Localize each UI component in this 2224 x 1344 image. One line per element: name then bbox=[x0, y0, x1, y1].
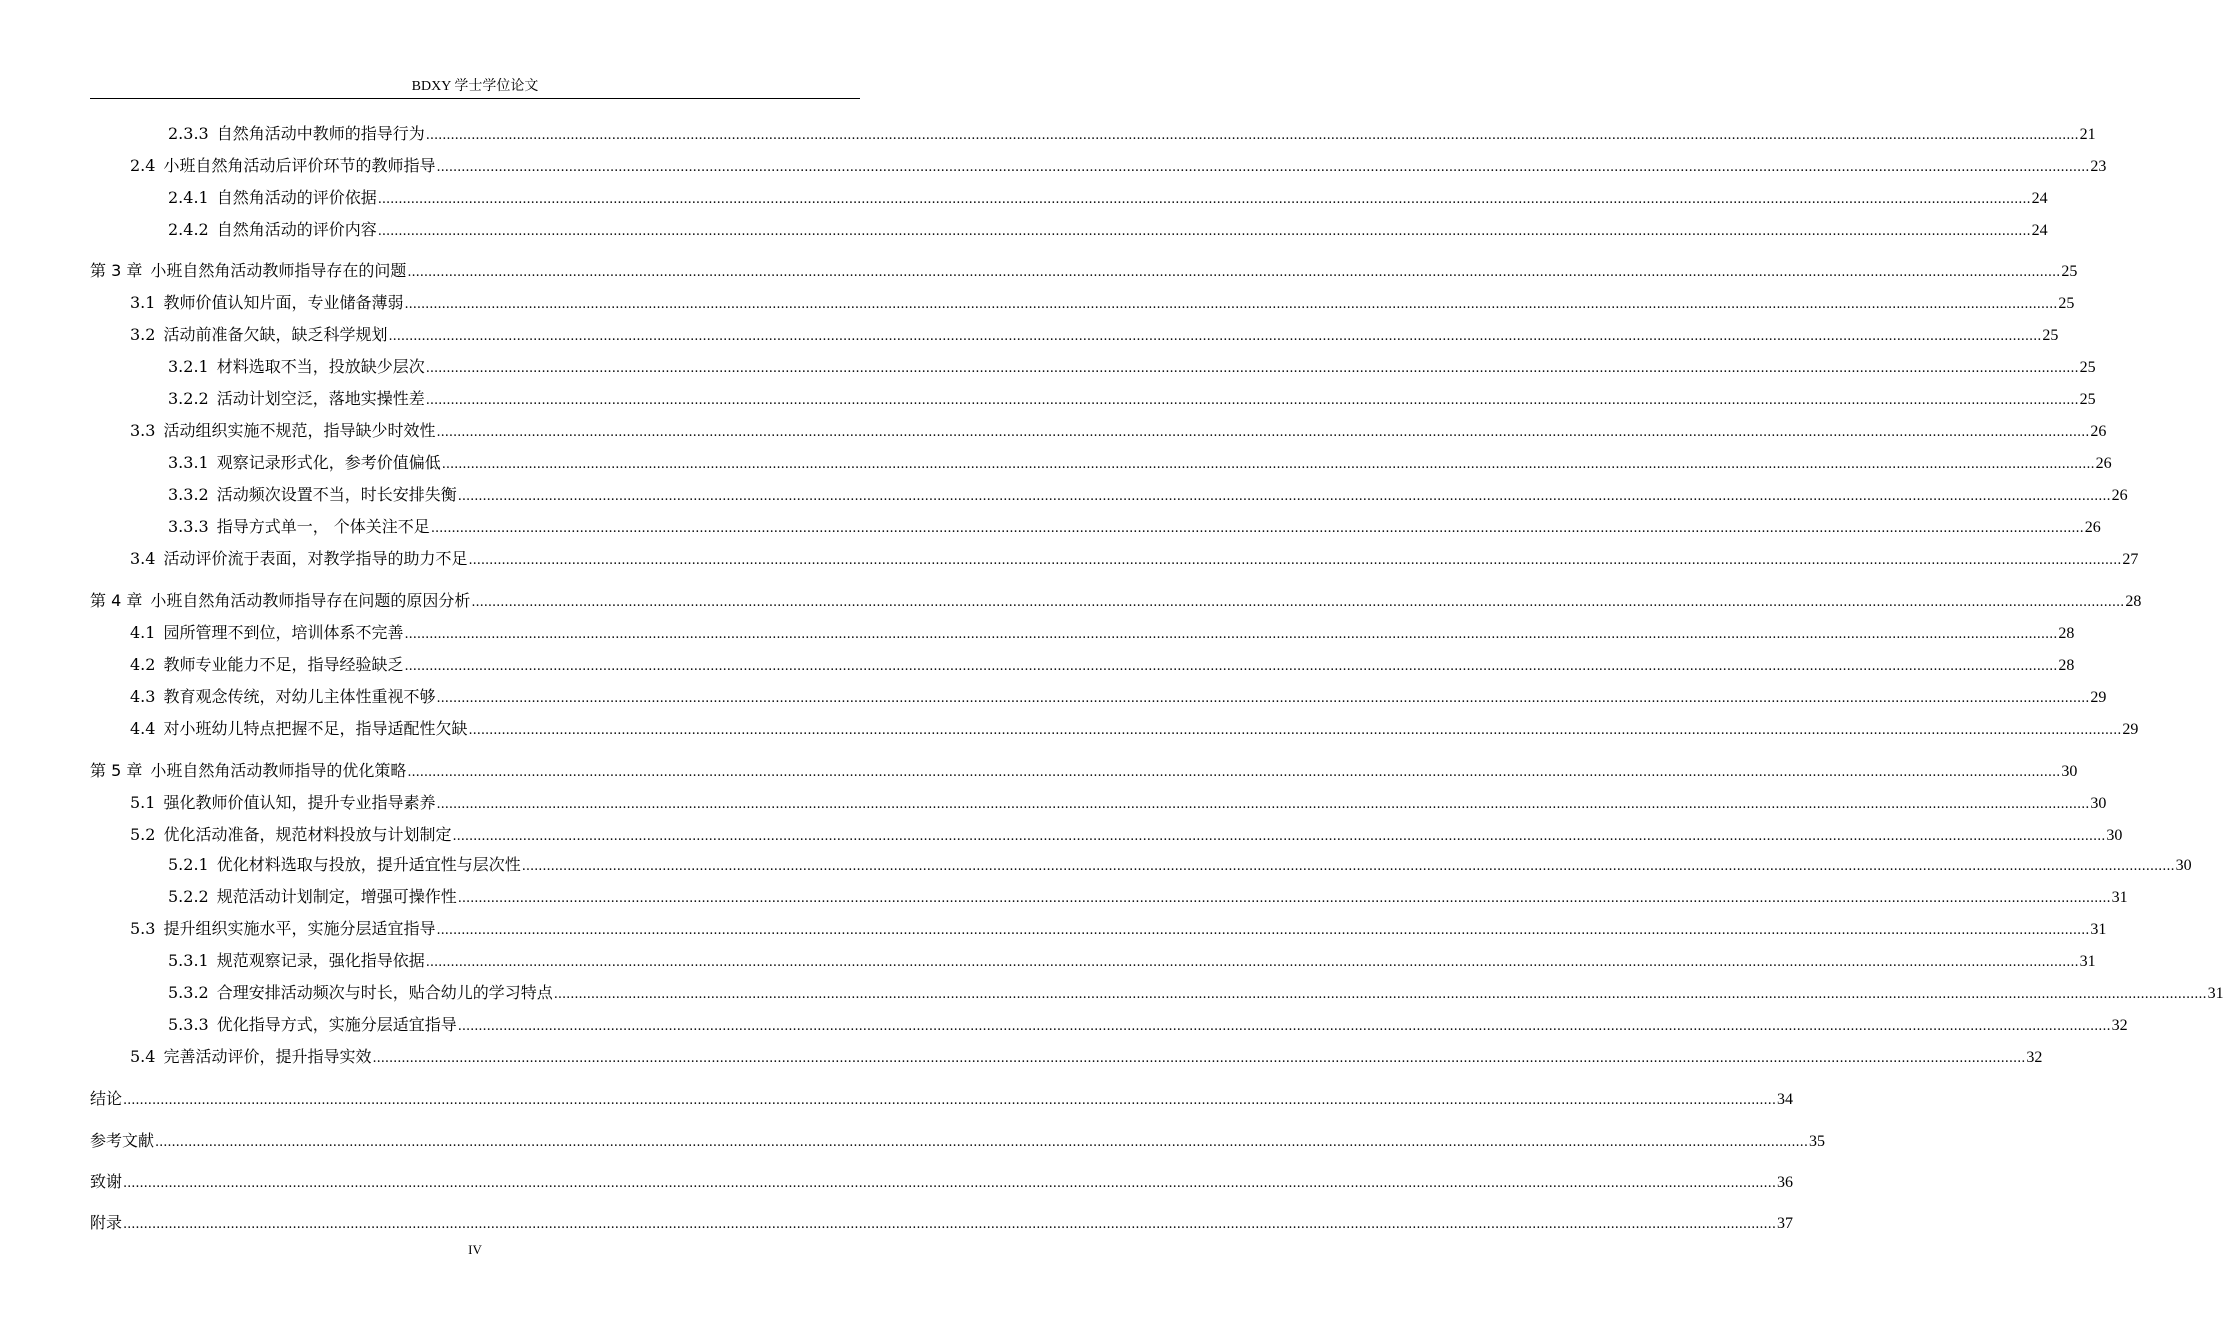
toc-entry-number: 5.3.3 bbox=[168, 1015, 209, 1034]
dot-leader: ................................................................................................................................................................................................................................................................................................................................................................................................................ bbox=[436, 691, 2090, 706]
toc-entry-number: 4.4 bbox=[130, 719, 156, 738]
dot-leader: ................................................................................................................................................................................................................................................................................................................................................................................................................ bbox=[430, 521, 2084, 536]
toc-section-entry[interactable] bbox=[0, 514, 2101, 540]
toc-entry-title: 自然角活动中教师的指导行为 bbox=[216, 124, 425, 143]
toc-entry-number: 第 3 章 bbox=[90, 261, 143, 280]
toc-section-entry[interactable] bbox=[0, 852, 2192, 878]
toc-entry-page: 30 bbox=[2090, 795, 2107, 812]
toc-section-entry[interactable] bbox=[0, 1044, 2043, 1070]
toc-entry-title: 自然角活动的评价依据 bbox=[216, 188, 377, 207]
toc-entry-number: 5.3.1 bbox=[168, 951, 209, 970]
dot-leader: ................................................................................................................................................................................................................................................................................................................................................................................................................ bbox=[452, 829, 2106, 844]
toc-entry-page: 35 bbox=[1808, 1133, 1825, 1150]
toc-entry-number: 3.3.2 bbox=[168, 485, 209, 504]
toc-section-entry[interactable] bbox=[0, 716, 2139, 742]
dot-leader: ................................................................................................................................................................................................................................................................................................................................................................................................................ bbox=[123, 1217, 1776, 1232]
toc-entry-title: 活动前准备欠缺，缺乏科学规划 bbox=[163, 325, 388, 344]
toc-entry-title: 完善活动评价，提升指导实效 bbox=[163, 1047, 372, 1066]
toc-entry-page: 26 bbox=[2095, 455, 2112, 472]
toc-back-matter-entry[interactable] bbox=[0, 1210, 1793, 1236]
toc-entry-page: 25 bbox=[2042, 327, 2059, 344]
toc-entry-title: 致谢 bbox=[90, 1172, 123, 1191]
toc-section-entry[interactable] bbox=[0, 916, 2107, 942]
dot-leader: ................................................................................................................................................................................................................................................................................................................................................................................................................ bbox=[457, 891, 2111, 906]
toc-entry-title: 自然角活动的评价内容 bbox=[216, 220, 377, 239]
toc-entry-title: 小班自然角活动教师指导存在问题的原因分析 bbox=[150, 591, 471, 610]
dot-leader: ................................................................................................................................................................................................................................................................................................................................................................................................................ bbox=[388, 329, 2042, 344]
toc-entry-page: 34 bbox=[1776, 1091, 1793, 1108]
toc-entry-number: 2.3.3 bbox=[168, 124, 209, 143]
toc-entry-title: 教师价值认知片面，专业储备薄弱 bbox=[163, 293, 404, 312]
toc-entry-number: 5.3.2 bbox=[168, 983, 209, 1002]
toc-entry-title: 观察记录形式化，参考价值偏低 bbox=[216, 453, 441, 472]
toc-back-matter-entry[interactable] bbox=[0, 1128, 1825, 1154]
toc-entry-page: 28 bbox=[2058, 625, 2075, 642]
toc-entry-page: 31 bbox=[2207, 985, 2224, 1002]
toc-entry-title: 规范观察记录，强化指导依据 bbox=[216, 951, 425, 970]
dot-leader: ................................................................................................................................................................................................................................................................................................................................................................................................................ bbox=[521, 859, 2175, 874]
dot-leader: ................................................................................................................................................................................................................................................................................................................................................................................................................ bbox=[436, 160, 2090, 175]
dot-leader: ................................................................................................................................................................................................................................................................................................................................................................................................................ bbox=[425, 128, 2079, 143]
toc-section-entry[interactable] bbox=[0, 217, 2048, 243]
toc-entry-number: 3.3.3 bbox=[168, 517, 209, 536]
toc-section-entry[interactable] bbox=[0, 290, 2075, 316]
toc-entry-number: 3.3 bbox=[130, 421, 156, 440]
dot-leader: ................................................................................................................................................................................................................................................................................................................................................................................................................ bbox=[457, 1019, 2111, 1034]
toc-entry-title: 小班自然角活动后评价环节的教师指导 bbox=[163, 156, 436, 175]
toc-section-entry[interactable] bbox=[0, 322, 2059, 348]
toc-entry-page: 31 bbox=[2090, 921, 2107, 938]
toc-entry-title: 小班自然角活动教师指导的优化策略 bbox=[150, 761, 407, 780]
toc-chapter-entry[interactable] bbox=[0, 258, 2078, 284]
toc-entry-number: 5.3 bbox=[130, 919, 156, 938]
running-header: BDXY 学士学位论文 bbox=[411, 79, 539, 94]
toc-entry-page: 36 bbox=[1776, 1174, 1793, 1191]
toc-entry-page: 32 bbox=[2026, 1049, 2043, 1066]
toc-entry-title: 园所管理不到位，培训体系不完善 bbox=[163, 623, 404, 642]
toc-entry-page: 28 bbox=[2125, 593, 2142, 610]
toc-entry-number: 5.2.1 bbox=[168, 855, 209, 874]
toc-entry-page: 27 bbox=[2122, 551, 2139, 568]
toc-entry-title: 优化材料选取与投放，提升适宜性与层次性 bbox=[216, 855, 521, 874]
dot-leader: ................................................................................................................................................................................................................................................................................................................................................................................................................ bbox=[441, 457, 2095, 472]
toc-back-matter-entry[interactable] bbox=[0, 1086, 1793, 1112]
dot-leader: ................................................................................................................................................................................................................................................................................................................................................................................................................ bbox=[436, 923, 2090, 938]
dot-leader: ................................................................................................................................................................................................................................................................................................................................................................................................................ bbox=[553, 987, 2207, 1002]
toc-section-entry[interactable] bbox=[0, 418, 2107, 444]
toc-section-entry[interactable] bbox=[0, 354, 2096, 380]
toc-entry-number: 3.2.2 bbox=[168, 389, 209, 408]
toc-section-entry[interactable] bbox=[0, 386, 2096, 412]
toc-entry-title: 小班自然角活动教师指导存在的问题 bbox=[150, 261, 407, 280]
dot-leader: ................................................................................................................................................................................................................................................................................................................................................................................................................ bbox=[425, 955, 2079, 970]
toc-section-entry[interactable] bbox=[0, 790, 2107, 816]
toc-entry-page: 25 bbox=[2058, 295, 2075, 312]
toc-section-entry[interactable] bbox=[0, 185, 2048, 211]
toc-entry-title: 教育观念传统，对幼儿主体性重视不够 bbox=[163, 687, 436, 706]
toc-entry-title: 活动组织实施不规范，指导缺少时效性 bbox=[163, 421, 436, 440]
toc-entry-number: 3.4 bbox=[130, 549, 156, 568]
page-number: IV bbox=[468, 1242, 482, 1257]
toc-entry-page: 30 bbox=[2106, 827, 2123, 844]
dot-leader: ................................................................................................................................................................................................................................................................................................................................................................................................................ bbox=[155, 1135, 1808, 1150]
toc-chapter-entry[interactable] bbox=[0, 588, 2142, 614]
dot-leader: ................................................................................................................................................................................................................................................................................................................................................................................................................ bbox=[377, 192, 2031, 207]
dot-leader: ................................................................................................................................................................................................................................................................................................................................................................................................................ bbox=[123, 1093, 1776, 1108]
toc-section-entry[interactable] bbox=[0, 884, 2128, 910]
dot-leader: ................................................................................................................................................................................................................................................................................................................................................................................................................ bbox=[377, 224, 2031, 239]
toc-section-entry[interactable] bbox=[0, 121, 2096, 147]
dot-leader: ................................................................................................................................................................................................................................................................................................................................................................................................................ bbox=[457, 489, 2111, 504]
toc-entry-number: 3.2 bbox=[130, 325, 156, 344]
toc-entry-number: 2.4 bbox=[130, 156, 156, 175]
dot-leader: ................................................................................................................................................................................................................................................................................................................................................................................................................ bbox=[425, 361, 2079, 376]
toc-entry-number: 3.1 bbox=[130, 293, 156, 312]
toc-entry-page: 26 bbox=[2084, 519, 2101, 536]
dot-leader: ................................................................................................................................................................................................................................................................................................................................................................................................................ bbox=[436, 797, 2090, 812]
toc-entry-page: 31 bbox=[2111, 889, 2128, 906]
dot-leader: ................................................................................................................................................................................................................................................................................................................................................................................................................ bbox=[468, 723, 2122, 738]
toc-entry-number: 2.4.2 bbox=[168, 220, 209, 239]
toc-section-entry[interactable] bbox=[0, 684, 2107, 710]
toc-section-entry[interactable] bbox=[0, 546, 2139, 572]
toc-entry-page: 29 bbox=[2090, 689, 2107, 706]
toc-section-entry[interactable] bbox=[0, 822, 2123, 848]
toc-entry-number: 3.3.1 bbox=[168, 453, 209, 472]
dot-leader: ................................................................................................................................................................................................................................................................................................................................................................................................................ bbox=[404, 627, 2058, 642]
dot-leader: ................................................................................................................................................................................................................................................................................................................................................................................................................ bbox=[123, 1176, 1776, 1191]
toc-entry-title: 合理安排活动频次与时长，贴合幼儿的学习特点 bbox=[216, 983, 553, 1002]
dot-leader: ................................................................................................................................................................................................................................................................................................................................................................................................................ bbox=[468, 553, 2122, 568]
toc-entry-number: 2.4.1 bbox=[168, 188, 209, 207]
dot-leader: ................................................................................................................................................................................................................................................................................................................................................................................................................ bbox=[404, 659, 2058, 674]
toc-section-entry[interactable] bbox=[0, 153, 2107, 179]
toc-entry-page: 23 bbox=[2090, 158, 2107, 175]
toc-entry-title: 优化指导方式，实施分层适宜指导 bbox=[216, 1015, 457, 1034]
toc-entry-number: 4.2 bbox=[130, 655, 156, 674]
toc-entry-title: 活动频次设置不当，时长安排失衡 bbox=[216, 485, 457, 504]
toc-entry-page: 26 bbox=[2111, 487, 2128, 504]
toc-section-entry[interactable] bbox=[0, 980, 2224, 1006]
toc-entry-page: 24 bbox=[2031, 222, 2048, 239]
toc-entry-number: 4.3 bbox=[130, 687, 156, 706]
toc-section-entry[interactable] bbox=[0, 652, 2075, 678]
toc-entry-page: 28 bbox=[2058, 657, 2075, 674]
dot-leader: ................................................................................................................................................................................................................................................................................................................................................................................................................ bbox=[471, 595, 2125, 610]
toc-entry-page: 25 bbox=[2061, 263, 2078, 280]
toc-section-entry[interactable] bbox=[0, 450, 2112, 476]
toc-entry-title: 强化教师价值认知，提升专业指导素养 bbox=[163, 793, 436, 812]
toc-entry-number: 第 4 章 bbox=[90, 591, 143, 610]
toc-entry-page: 30 bbox=[2175, 857, 2192, 874]
toc-entry-title: 参考文献 bbox=[90, 1131, 155, 1150]
dot-leader: ................................................................................................................................................................................................................................................................................................................................................................................................................ bbox=[404, 297, 2058, 312]
toc-entry-title: 附录 bbox=[90, 1213, 123, 1232]
toc-entry-number: 第 5 章 bbox=[90, 761, 143, 780]
toc-entry-number: 3.2.1 bbox=[168, 357, 209, 376]
toc-section-entry[interactable] bbox=[0, 482, 2128, 508]
toc-entry-page: 25 bbox=[2079, 359, 2096, 376]
toc-entry-title: 对小班幼儿特点把握不足，指导适配性欠缺 bbox=[163, 719, 468, 738]
toc-entry-number: 4.1 bbox=[130, 623, 156, 642]
toc-entry-page: 37 bbox=[1776, 1215, 1793, 1232]
toc-entry-title: 活动评价流于表面，对教学指导的助力不足 bbox=[163, 549, 468, 568]
dot-leader: ................................................................................................................................................................................................................................................................................................................................................................................................................ bbox=[407, 265, 2061, 280]
toc-entry-title: 规范活动计划制定，增强可操作性 bbox=[216, 887, 457, 906]
toc-entry-title: 结论 bbox=[90, 1089, 123, 1108]
toc-entry-page: 30 bbox=[2061, 763, 2078, 780]
toc-entry-number: 5.2 bbox=[130, 825, 156, 844]
dot-leader: ................................................................................................................................................................................................................................................................................................................................................................................................................ bbox=[372, 1051, 2026, 1066]
toc-entry-page: 25 bbox=[2079, 391, 2096, 408]
toc-entry-page: 31 bbox=[2079, 953, 2096, 970]
toc-entry-title: 提升组织实施水平，实施分层适宜指导 bbox=[163, 919, 436, 938]
toc-section-entry[interactable] bbox=[0, 948, 2096, 974]
toc-entry-page: 24 bbox=[2031, 190, 2048, 207]
toc-entry-title: 指导方式单一， 个体关注不足 bbox=[216, 517, 430, 536]
toc-entry-title: 优化活动准备，规范材料投放与计划制定 bbox=[163, 825, 452, 844]
toc-section-entry[interactable] bbox=[0, 620, 2075, 646]
dot-leader: ................................................................................................................................................................................................................................................................................................................................................................................................................ bbox=[407, 765, 2061, 780]
toc-entry-page: 29 bbox=[2122, 721, 2139, 738]
toc-entry-page: 32 bbox=[2111, 1017, 2128, 1034]
toc-entry-title: 活动计划空泛，落地实操性差 bbox=[216, 389, 425, 408]
toc-entry-number: 5.1 bbox=[130, 793, 156, 812]
toc-entry-page: 21 bbox=[2079, 126, 2096, 143]
dot-leader: ................................................................................................................................................................................................................................................................................................................................................................................................................ bbox=[425, 393, 2079, 408]
toc-entry-title: 教师专业能力不足，指导经验缺乏 bbox=[163, 655, 404, 674]
toc-entry-page: 26 bbox=[2090, 423, 2107, 440]
toc-chapter-entry[interactable] bbox=[0, 758, 2078, 784]
toc-entry-number: 5.2.2 bbox=[168, 887, 209, 906]
toc-entry-title: 材料选取不当，投放缺少层次 bbox=[216, 357, 425, 376]
toc-entry-number: 5.4 bbox=[130, 1047, 156, 1066]
toc-back-matter-entry[interactable] bbox=[0, 1169, 1793, 1195]
dot-leader: ................................................................................................................................................................................................................................................................................................................................................................................................................ bbox=[436, 425, 2090, 440]
toc-section-entry[interactable] bbox=[0, 1012, 2128, 1038]
